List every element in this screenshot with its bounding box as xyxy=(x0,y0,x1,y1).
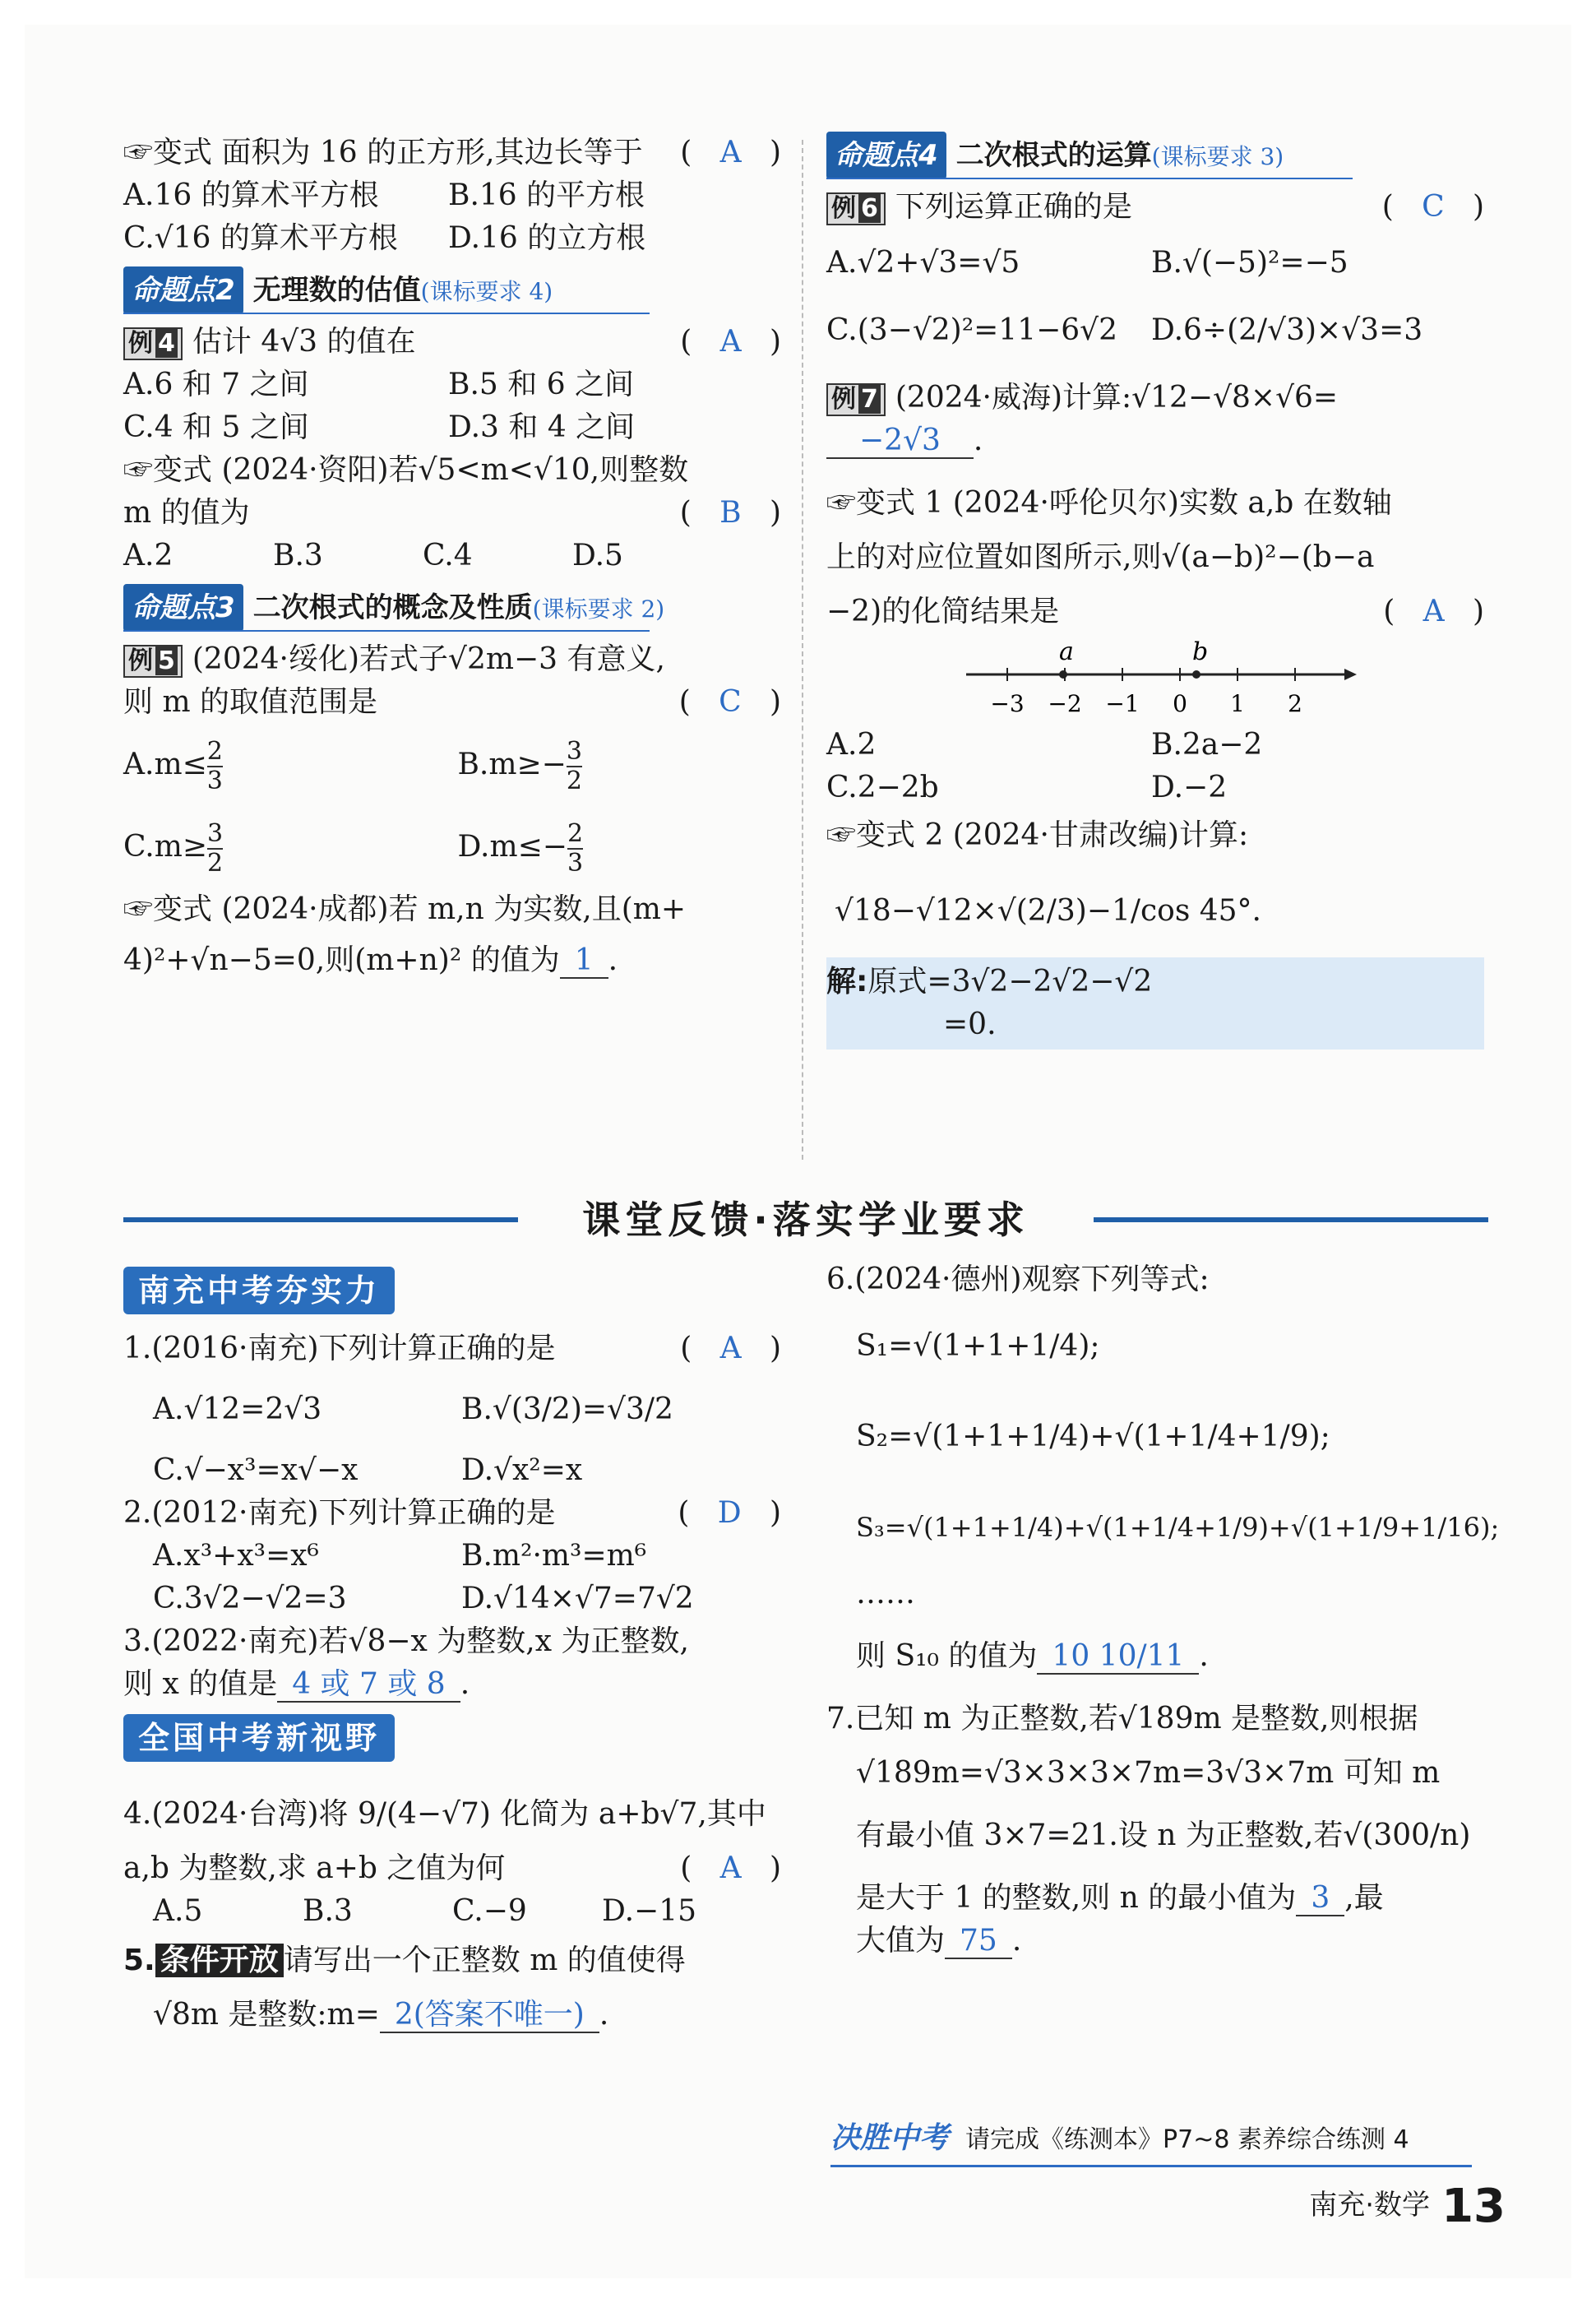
options-row xyxy=(123,1578,781,1620)
section-rule-left xyxy=(123,1217,518,1222)
question-text: (2024·绥化)若式子√2m−3 有意义, xyxy=(192,642,665,676)
option-a: A.√2+√3=√5 xyxy=(826,246,1020,280)
topic-badge: 命题点3 xyxy=(123,584,243,632)
option-d: D.6÷(2/√3)×√3=3 xyxy=(1151,313,1423,347)
question-3-line2: 则 x 的值是 4 或 7 或 8 . xyxy=(123,1667,470,1701)
column-divider xyxy=(802,140,803,1160)
question-4: 4.(2024·台湾)将 9/(4−√7) 化简为 a+b√7,其中 xyxy=(123,1797,766,1831)
numerator: 2 xyxy=(206,737,223,766)
question-5-line2: √8m 是整数:m= 2(答案不唯一) . xyxy=(153,1998,609,2032)
variant-line xyxy=(123,492,781,535)
answer-blank: 1 xyxy=(560,944,608,979)
option-c: C.4 和 5 之间 xyxy=(123,410,309,444)
option-d: D.3 和 4 之间 xyxy=(448,410,636,444)
fraction xyxy=(567,738,582,795)
numerator: 2 xyxy=(567,819,584,848)
fraction xyxy=(207,738,223,795)
question-text: 2.(2012·南充)下列计算正确的是 xyxy=(123,1496,556,1530)
denominator: 3 xyxy=(206,767,223,795)
question-text: (2024·威海)计算:√12−√8×√6= xyxy=(895,381,1339,415)
option-a: A.5 xyxy=(153,1894,203,1928)
answer-blank: −2√3 xyxy=(826,424,974,459)
option-c: C.(3−√2)²=11−6√2 xyxy=(826,313,1118,347)
options-row xyxy=(826,724,1484,767)
option-a: A.16 的算术平方根 xyxy=(123,178,379,212)
equation-s2: S₂=√(1+1+1/4)+√(1+1/4+1/9); xyxy=(856,1420,1330,1453)
example-tag xyxy=(826,383,886,416)
options-row xyxy=(123,1370,781,1449)
option-b: B.3 xyxy=(303,1894,353,1928)
option-b: B.√(−5)²=−5 xyxy=(1151,246,1349,280)
question-text: m 的值为 xyxy=(123,496,250,530)
section-rule-right xyxy=(1094,1217,1488,1222)
question-text: −2)的化简结果是 xyxy=(826,595,1060,628)
option-text: C.m≥ xyxy=(123,830,208,864)
question-2 xyxy=(123,1492,781,1535)
option-c xyxy=(123,806,448,888)
question-7-line: 有最小值 3×7=21.设 n 为正整数,若√(300/n) xyxy=(856,1819,1471,1852)
question-6: 6.(2024·德州)观察下列等式: xyxy=(826,1263,1210,1296)
page-footer xyxy=(1309,2180,1506,2233)
question-text: ☞变式 面积为 16 的正方形,其边长等于 xyxy=(123,136,643,169)
answer: ( B ) xyxy=(680,492,781,535)
option-c: C.√−x³=x√−x xyxy=(153,1453,359,1487)
example-6 xyxy=(826,186,1484,229)
option-c: C.2−2b xyxy=(826,771,939,804)
number-line xyxy=(826,633,1484,724)
example-number: 6 xyxy=(858,194,881,223)
example-label: 例 xyxy=(128,646,153,675)
question-number: 5. xyxy=(123,1944,155,1977)
option-d: D.√14×√7=7√2 xyxy=(461,1582,694,1615)
topic-badge: 命题点4 xyxy=(826,132,946,179)
options-row xyxy=(123,806,781,888)
question-text: 则 m 的取值范围是 xyxy=(123,685,378,719)
options-row xyxy=(123,724,781,806)
answer: ( C ) xyxy=(1382,186,1484,229)
example-5-line2 xyxy=(123,681,781,724)
tick-label: −1 xyxy=(1105,690,1140,717)
question-text: ,最 xyxy=(1344,1881,1384,1915)
question-3: 3.(2022·南充)若√8−x 为整数,x 为正整数, xyxy=(123,1624,689,1658)
point-b xyxy=(1192,670,1200,679)
example-number: 7 xyxy=(858,385,881,414)
options-row xyxy=(123,1890,781,1933)
tick-label: 1 xyxy=(1230,690,1245,717)
option-b: B.16 的平方根 xyxy=(448,178,645,212)
topic-requirement: (课标要求 2) xyxy=(532,595,665,623)
question-4-line2 xyxy=(123,1847,781,1890)
question-text: 则 x 的值是 xyxy=(123,1667,278,1701)
options-row xyxy=(123,217,781,260)
option-c: C.√16 的算术平方根 xyxy=(123,221,398,255)
answer-blank: 75 xyxy=(945,1925,1012,1959)
question-text: 则 S₁₀ 的值为 xyxy=(856,1639,1038,1673)
point-a-label: a xyxy=(1059,637,1074,666)
option-d: D.−2 xyxy=(1151,771,1228,804)
option-c: C.−9 xyxy=(452,1894,527,1928)
option-c: C.3√2−√2=3 xyxy=(153,1582,347,1615)
ellipsis: …… xyxy=(856,1577,915,1610)
option-d: D.16 的立方根 xyxy=(448,221,646,255)
section-title: 课堂反馈·落实学业要求 xyxy=(518,1193,1094,1247)
point-a xyxy=(1059,670,1067,679)
topic-requirement: (课标要求 3) xyxy=(1151,143,1284,170)
s10-line: 则 S₁₀ 的值为 10 10/11 . xyxy=(856,1639,1209,1673)
banner-national: 全国中考新视野 xyxy=(123,1714,395,1762)
variant-line: 上的对应位置如图所示,则√(a−b)²−(b−a xyxy=(826,540,1375,574)
question-7-line: 大值为 75 . xyxy=(856,1924,1022,1958)
options-row xyxy=(123,406,781,449)
question-text: 估计 4√3 的值在 xyxy=(192,325,416,359)
right-bottom-column xyxy=(826,1258,1500,1962)
option-a: A.6 和 7 之间 xyxy=(123,368,309,401)
example-7 xyxy=(826,377,1484,419)
answer: ( A ) xyxy=(680,1847,781,1890)
example-label: 例 xyxy=(831,194,856,223)
page-number: 13 xyxy=(1441,2180,1506,2233)
option-a xyxy=(123,724,448,806)
option-b: B.√(3/2)=√3/2 xyxy=(461,1392,673,1426)
options-row xyxy=(123,535,781,577)
example-tag xyxy=(123,327,183,360)
answer-blank: 10 10/11 xyxy=(1037,1640,1199,1675)
topic-title: 无理数的估值 xyxy=(252,274,421,307)
question-text: 4)²+√n−5=0,则(m+n)² 的值为 xyxy=(123,943,560,977)
solution-label: 解: xyxy=(826,965,868,999)
example-tag xyxy=(826,192,886,225)
header-underline xyxy=(123,313,650,314)
topic-title: 二次根式的运算 xyxy=(955,139,1152,172)
solution-text: 原式=3√2−2√2−√2 xyxy=(867,965,1153,999)
option-d: D.√x²=x xyxy=(461,1453,583,1487)
expression: √18−√12×√(2/3)−1/cos 45°. xyxy=(835,894,1261,928)
variant-line: ☞变式 (2024·资阳)若√5<m<√10,则整数 xyxy=(123,453,689,487)
topic-title: 二次根式的概念及性质 xyxy=(252,591,533,624)
options-row xyxy=(826,309,1484,352)
question-5 xyxy=(123,1939,781,1982)
banner-nanchong: 南充中考夯实力 xyxy=(123,1267,395,1314)
options-row xyxy=(826,242,1484,285)
axis-arrow xyxy=(1344,669,1357,680)
question-7: 7.已知 m 为正整数,若√189m 是整数,则根据 xyxy=(826,1702,1418,1735)
fraction xyxy=(567,820,583,878)
topic-header-3 xyxy=(123,584,781,632)
fraction xyxy=(207,820,223,878)
answer-blank: 4 或 7 或 8 xyxy=(277,1668,460,1703)
open-condition-tag: 条件开放 xyxy=(155,1944,284,1977)
options-row xyxy=(123,1535,781,1578)
options-row xyxy=(123,1449,781,1492)
question-7-line: √189m=√3×3×3×7m=3√3×7m 可知 m xyxy=(856,1756,1441,1790)
footer-logo: 决胜中考 xyxy=(830,2121,950,2155)
question-text: 是大于 1 的整数,则 n 的最小值为 xyxy=(856,1881,1297,1915)
topic-header-2 xyxy=(123,266,781,314)
numerator: 3 xyxy=(566,737,582,766)
numerator: 3 xyxy=(207,819,224,848)
topic-header-4 xyxy=(826,132,1484,179)
variant-question xyxy=(123,132,781,174)
solution-line: =0. xyxy=(943,1008,997,1041)
option-text: D.m≤− xyxy=(457,830,567,864)
denominator: 2 xyxy=(566,767,582,795)
tick-label: 0 xyxy=(1173,690,1187,717)
option-text: B.m≥− xyxy=(457,748,567,781)
option-b: B.2a−2 xyxy=(1151,728,1263,762)
question-text: √8m 是整数:m= xyxy=(153,1998,380,2032)
topic-badge: 命题点2 xyxy=(123,266,243,314)
example-number: 4 xyxy=(155,329,178,358)
tick-label: 2 xyxy=(1288,690,1302,717)
point-b-label: b xyxy=(1192,637,1209,666)
solution-line xyxy=(826,961,1484,1003)
example-number: 5 xyxy=(155,646,178,675)
section-header xyxy=(123,1193,1488,1250)
example-tag xyxy=(123,645,183,678)
variant-line: 4)²+√n−5=0,则(m+n)² 的值为 1 . xyxy=(123,943,618,977)
question-text: 1.(2016·南充)下列计算正确的是 xyxy=(123,1332,556,1365)
answer: ( D ) xyxy=(678,1492,781,1535)
example-5 xyxy=(123,638,781,681)
option-a: A.2 xyxy=(123,539,173,572)
example-7-answer: −2√3 . xyxy=(826,419,1484,462)
option-d xyxy=(457,806,782,888)
example-label: 例 xyxy=(128,329,153,358)
example-4 xyxy=(123,321,781,364)
right-top-column xyxy=(826,132,1484,1050)
option-b: B.m²·m³=m⁶ xyxy=(461,1539,647,1573)
footer-label: 南充·数学 xyxy=(1309,2189,1431,2222)
example-label: 例 xyxy=(831,385,856,414)
option-b xyxy=(457,724,782,806)
option-text: A.m≤ xyxy=(123,748,207,781)
answer-blank: 2(答案不唯一) xyxy=(380,1999,599,2033)
solution-block xyxy=(826,957,1484,1050)
tick-label: −3 xyxy=(990,690,1025,717)
option-b: B.5 和 6 之间 xyxy=(448,368,635,401)
option-a: A.2 xyxy=(826,728,877,762)
equation-s1: S₁=√(1+1+1/4); xyxy=(856,1329,1100,1363)
answer: ( A ) xyxy=(680,321,781,364)
option-b: B.3 xyxy=(273,539,323,572)
left-top-column xyxy=(123,132,781,982)
answer: ( A ) xyxy=(1383,591,1484,633)
variant-line: ☞变式 2 (2024·甘肃改编)计算: xyxy=(826,818,1249,852)
question-1 xyxy=(123,1328,781,1370)
option-c: C.4 xyxy=(423,539,473,572)
question-text: 下列运算正确的是 xyxy=(895,190,1132,224)
answer-blank: 3 xyxy=(1296,1882,1344,1916)
option-a: A.x³+x³=x⁶ xyxy=(153,1539,319,1573)
topic-requirement: (课标要求 4) xyxy=(420,278,553,305)
options-row xyxy=(123,364,781,406)
header-underline xyxy=(123,630,650,632)
question-text: 大值为 xyxy=(856,1924,946,1958)
variant-line xyxy=(826,591,1484,633)
options-row xyxy=(826,767,1484,809)
footer-banner xyxy=(830,2114,1472,2167)
denominator: 3 xyxy=(567,849,584,878)
header-underline xyxy=(826,178,1353,179)
answer: ( C ) xyxy=(679,681,781,724)
question-text: 请写出一个正整数 m 的值使得 xyxy=(283,1944,686,1977)
footer-text: 请完成《练测本》P7~8 素养综合练测 4 xyxy=(965,2125,1409,2154)
equation-s3: S₃=√(1+1+1/4)+√(1+1/4+1/9)+√(1+1/9+1/16); xyxy=(856,1512,1500,1543)
option-d: D.5 xyxy=(572,539,623,572)
denominator: 2 xyxy=(207,849,224,878)
tick-label: −2 xyxy=(1048,690,1082,717)
variant-line: ☞变式 1 (2024·呼伦贝尔)实数 a,b 在数轴 xyxy=(826,486,1392,520)
option-d: D.−15 xyxy=(602,1894,696,1928)
question-text: a,b 为整数,求 a+b 之值为何 xyxy=(123,1851,506,1885)
answer: ( A ) xyxy=(680,1328,781,1370)
left-bottom-column xyxy=(123,1267,781,2037)
question-7-line xyxy=(826,1877,1484,1920)
variant-line: ☞变式 (2024·成都)若 m,n 为实数,且(m+ xyxy=(123,892,687,926)
options-row xyxy=(123,174,781,217)
option-a: A.√12=2√3 xyxy=(153,1392,322,1426)
answer: ( A ) xyxy=(680,132,781,174)
